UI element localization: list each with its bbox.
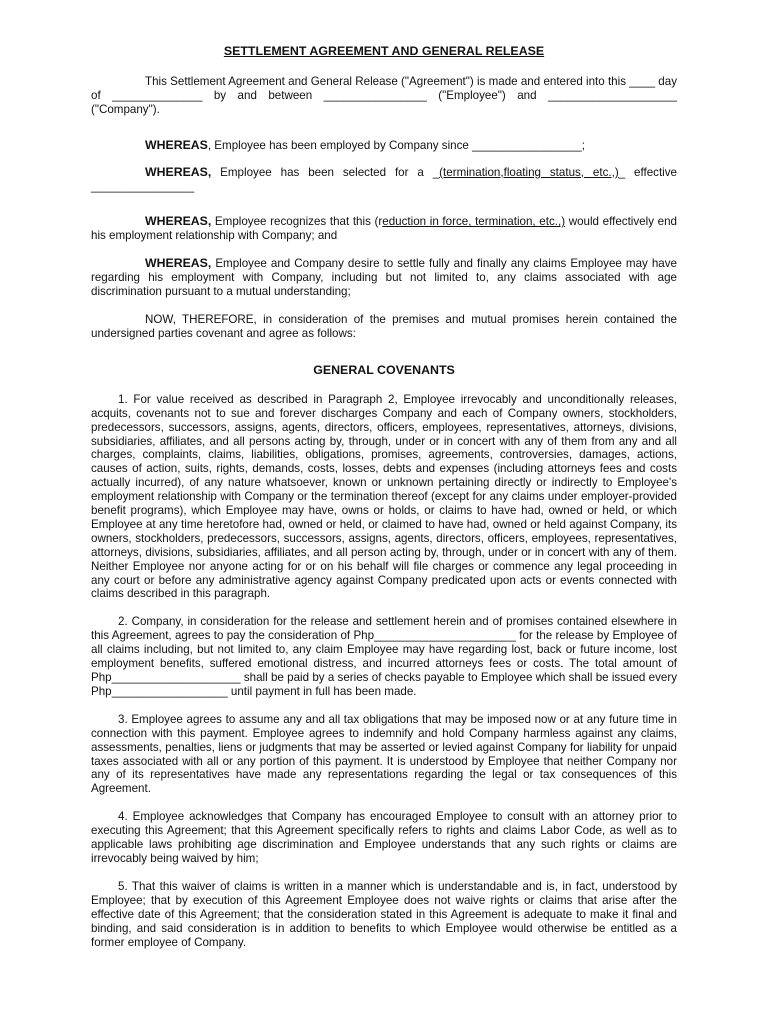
whereas-keyword: WHEREAS, — [145, 164, 212, 179]
whereas-clause-3 — [91, 215, 677, 243]
intro-paragraph: This Settlement Agreement and General Release ("Agreement") is made and entered into this ____ day of ______________ by and between ________________ ("Employee") and ____________________ ("Company"). — [91, 75, 677, 116]
whereas-clause-text: Employee recognizes that this (r — [211, 215, 383, 229]
covenant-paragraph-2: 2. Company, in consideration for the release and settlement herein and of promises contained elsewhere in this Agreement, agrees to pay the consideration of Php______________________ for the release by Employee of all claims including, but not limited to, any claim Employee may have regarding lost, back or future income, lost employment benefits, suffered emotional distress, and incurred attorneys fees or costs. The total amount of Php____________________ shall be paid by a series of checks payable to Employee which shall be issued every Php__________________ until payment in full has been made. — [91, 615, 677, 698]
whereas-clause-text: would effectively end his employment relationship with Company; and — [91, 215, 677, 243]
placeholder-underlined: eduction in force, termination, etc.,) — [382, 215, 566, 229]
placeholder-underlined: (termination,floating status, etc.,) — [439, 165, 619, 179]
section-heading: GENERAL COVENANTS — [313, 362, 455, 377]
covenant-paragraph-1: 1. For value received as described in Paragraph 2, Employee irrevocably and unconditionally releases, acquits, covenants not to sue and forever discharges Company and each of Company owners, stockholders, predecessors, successors, assigns, agents, directors, officers, employees, representatives, attorneys, divisions, subsidiaries, affiliates, and all persons acting by, through, under or in concert with any of them from any and all charges, complaints, claims, liabilities, obligations, promises, agreements, controversies, damages, actions, causes of action, suits, rights, demands, costs, losses, debts and expenses (including attorneys fees and costs actually incurred), of any nature whatsoever, known or unknown pertaining directly or indirectly to Employee's employment relationship with Company or the termination thereof (except for any claims under employer-provided benefit programs), which Employee may have, owns or holds, or claims to have had, owned or held, or which Employee at any time heretofore had, owned or held, or claimed to have had, owned or held against Company, its owners, stockholders, predecessors, successors, assigns, agents, directors, officers, employees, representatives, attorneys, divisions, subsidiaries, affiliates, and all person acting by, through, under or in concert with any of them. Neither Employee nor anyone acting for or on his behalf will file charges or commence any legal proceeding in any court or before any administrative agency against Company predicated upon acts or events connected with claims described in this paragraph. — [91, 392, 677, 601]
whereas-clause-text: Employee has been selected for a _ — [211, 165, 440, 179]
covenant-paragraph-4: 4. Employee acknowledges that Company has encouraged Employee to consult with an attorney prior to executing this Agreement; that this Agreement specifically refers to rights and claims Labor Code, as well as to applicable laws prohibiting age discrimination and Employee understands that any such rights or claims are irrevocably being waived by him; — [91, 810, 677, 865]
whereas-clause-text: , Employee has been employed by Company since _________________; — [207, 138, 585, 152]
whereas-clause-1 — [91, 139, 677, 153]
document-title: SETTLEMENT AGREEMENT AND GENERAL RELEASE — [223, 44, 545, 58]
covenant-paragraph-5: 5. That this waiver of claims is written in a manner which is understandable and is, in fact, understood by Employee; that by execution of this Agreement Employee does not waive rights or claims that arise after the effective date of this Agreement; that the consideration stated in this Agreement is adequate to make it final and binding, and said consideration is in addition to benefits to which Employee would otherwise be entitled as a former employee of Company. — [91, 879, 677, 949]
whereas-keyword: WHEREAS — [145, 137, 208, 152]
whereas-keyword: WHEREAS, — [145, 214, 212, 229]
covenant-paragraph-3: 3. Employee agrees to assume any and all tax obligations that may be imposed now or at any future time in connection with this payment. Employee agrees to indemnify and hold Company harmless against any claims, assessments, penalties, liens or judgments that may be asserted or levied against Company for liability for unpaid taxes associated with all or any portion of this payment. It is understood by Employee that neither Company nor any of its representatives have made any representations regarding the legal or tax consequences of this Agreement. — [91, 712, 677, 796]
document-body — [91, 44, 677, 949]
whereas-clause-text: Employee and Company desire to settle fully and finally any claims Employee may have regarding his employment with Company, including but not limited to, any claims associated with age discrimination pursuant to a mutual understanding; — [91, 257, 677, 299]
now-therefore-paragraph: NOW, THEREFORE, in consideration of the premises and mutual promises herein contained the undersigned parties covenant and agree as follows: — [91, 312, 677, 340]
whereas-clause-text: _ effective ________________ — [91, 165, 678, 193]
whereas-keyword: WHEREAS, — [145, 256, 212, 271]
whereas-clause-4 — [91, 257, 677, 299]
whereas-clause-2 — [91, 166, 677, 194]
